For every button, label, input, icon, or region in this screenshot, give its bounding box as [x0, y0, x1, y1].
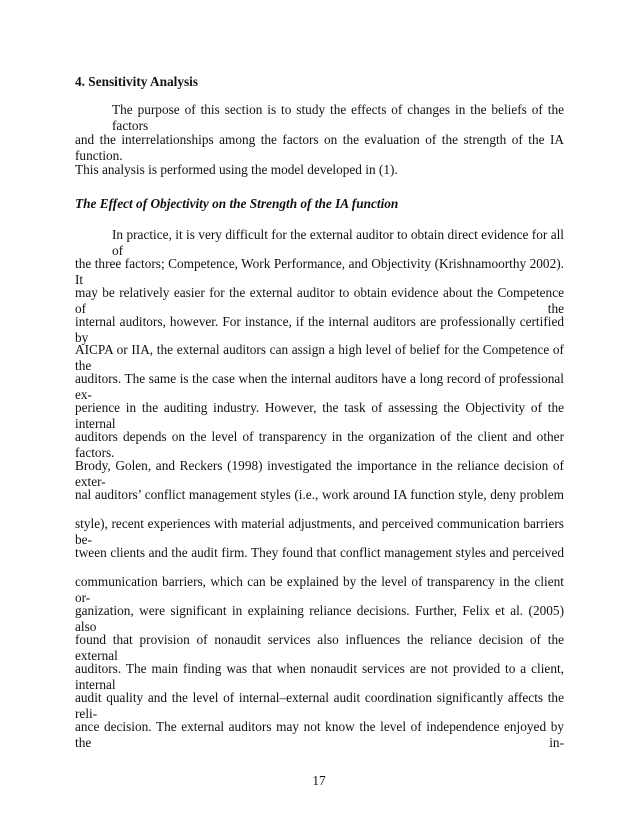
paragraph-line: internal auditors, however. For instance, if the internal auditors are professionally certified by	[75, 314, 564, 345]
paragraph-line: auditors depends on the level of transparency in the organization of the client and other factors.	[75, 429, 564, 460]
paragraph-line: may be relatively easier for the external auditor to obtain evidence about the Competence of the	[75, 285, 564, 316]
paragraph-line: audit quality and the level of internal–external audit coordination significantly affects the reli-	[75, 690, 564, 721]
paragraph-line: found that provision of nonaudit services also influences the reliance decision of the external	[75, 632, 564, 663]
paragraph-line: tween clients and the audit firm. They found that conflict management styles and perceived	[75, 545, 564, 560]
section-heading: 4. Sensitivity Analysis	[75, 74, 199, 89]
paragraph-line: The purpose of this section is to study the effects of changes in the beliefs of the factors	[112, 102, 564, 133]
paragraph-line: Brody, Golen, and Reckers (1998) investigated the importance in the reliance decision of exter-	[75, 458, 564, 489]
subsection-heading: The Effect of Objectivity on the Strength of the IA function	[75, 196, 399, 211]
paragraph-line: In practice, it is very difficult for the external auditor to obtain direct evidence for all of	[112, 227, 564, 258]
paragraph-line: This analysis is performed using the model developed in (1).	[75, 162, 398, 177]
paragraph-line: style), recent experiences with material adjustments, and perceived communication barriers be-	[75, 516, 564, 547]
paragraph-line: perience in the auditing industry. However, the task of assessing the Objectivity of the internal	[75, 400, 564, 431]
paragraph-line: auditors. The same is the case when the internal auditors have a long record of professional ex-	[75, 371, 564, 402]
page-number: 17	[312, 773, 326, 788]
paragraph-line: the three factors; Competence, Work Performance, and Objectivity (Krishnamoorthy 2002). It	[75, 256, 564, 287]
paragraph-line: AICPA or IIA, the external auditors can assign a high level of belief for the Competence of the	[75, 342, 564, 373]
paragraph-line: communication barriers, which can be explained by the level of transparency in the client or-	[75, 574, 564, 605]
paragraph-line: and the interrelationships among the factors on the evaluation of the strength of the IA function.	[75, 132, 564, 163]
paragraph-line: auditors. The main finding was that when nonaudit services are not provided to a client, internal	[75, 661, 564, 692]
paragraph-line: nal auditors’ conflict management styles (i.e., work around IA function style, deny problem	[75, 487, 564, 502]
paragraph-line: ance decision. The external auditors may not know the level of independence enjoyed by the in-	[75, 719, 564, 750]
paragraph-line: ganization, were significant in explaining reliance decisions. Further, Felix et al. (2005) also	[75, 603, 564, 634]
